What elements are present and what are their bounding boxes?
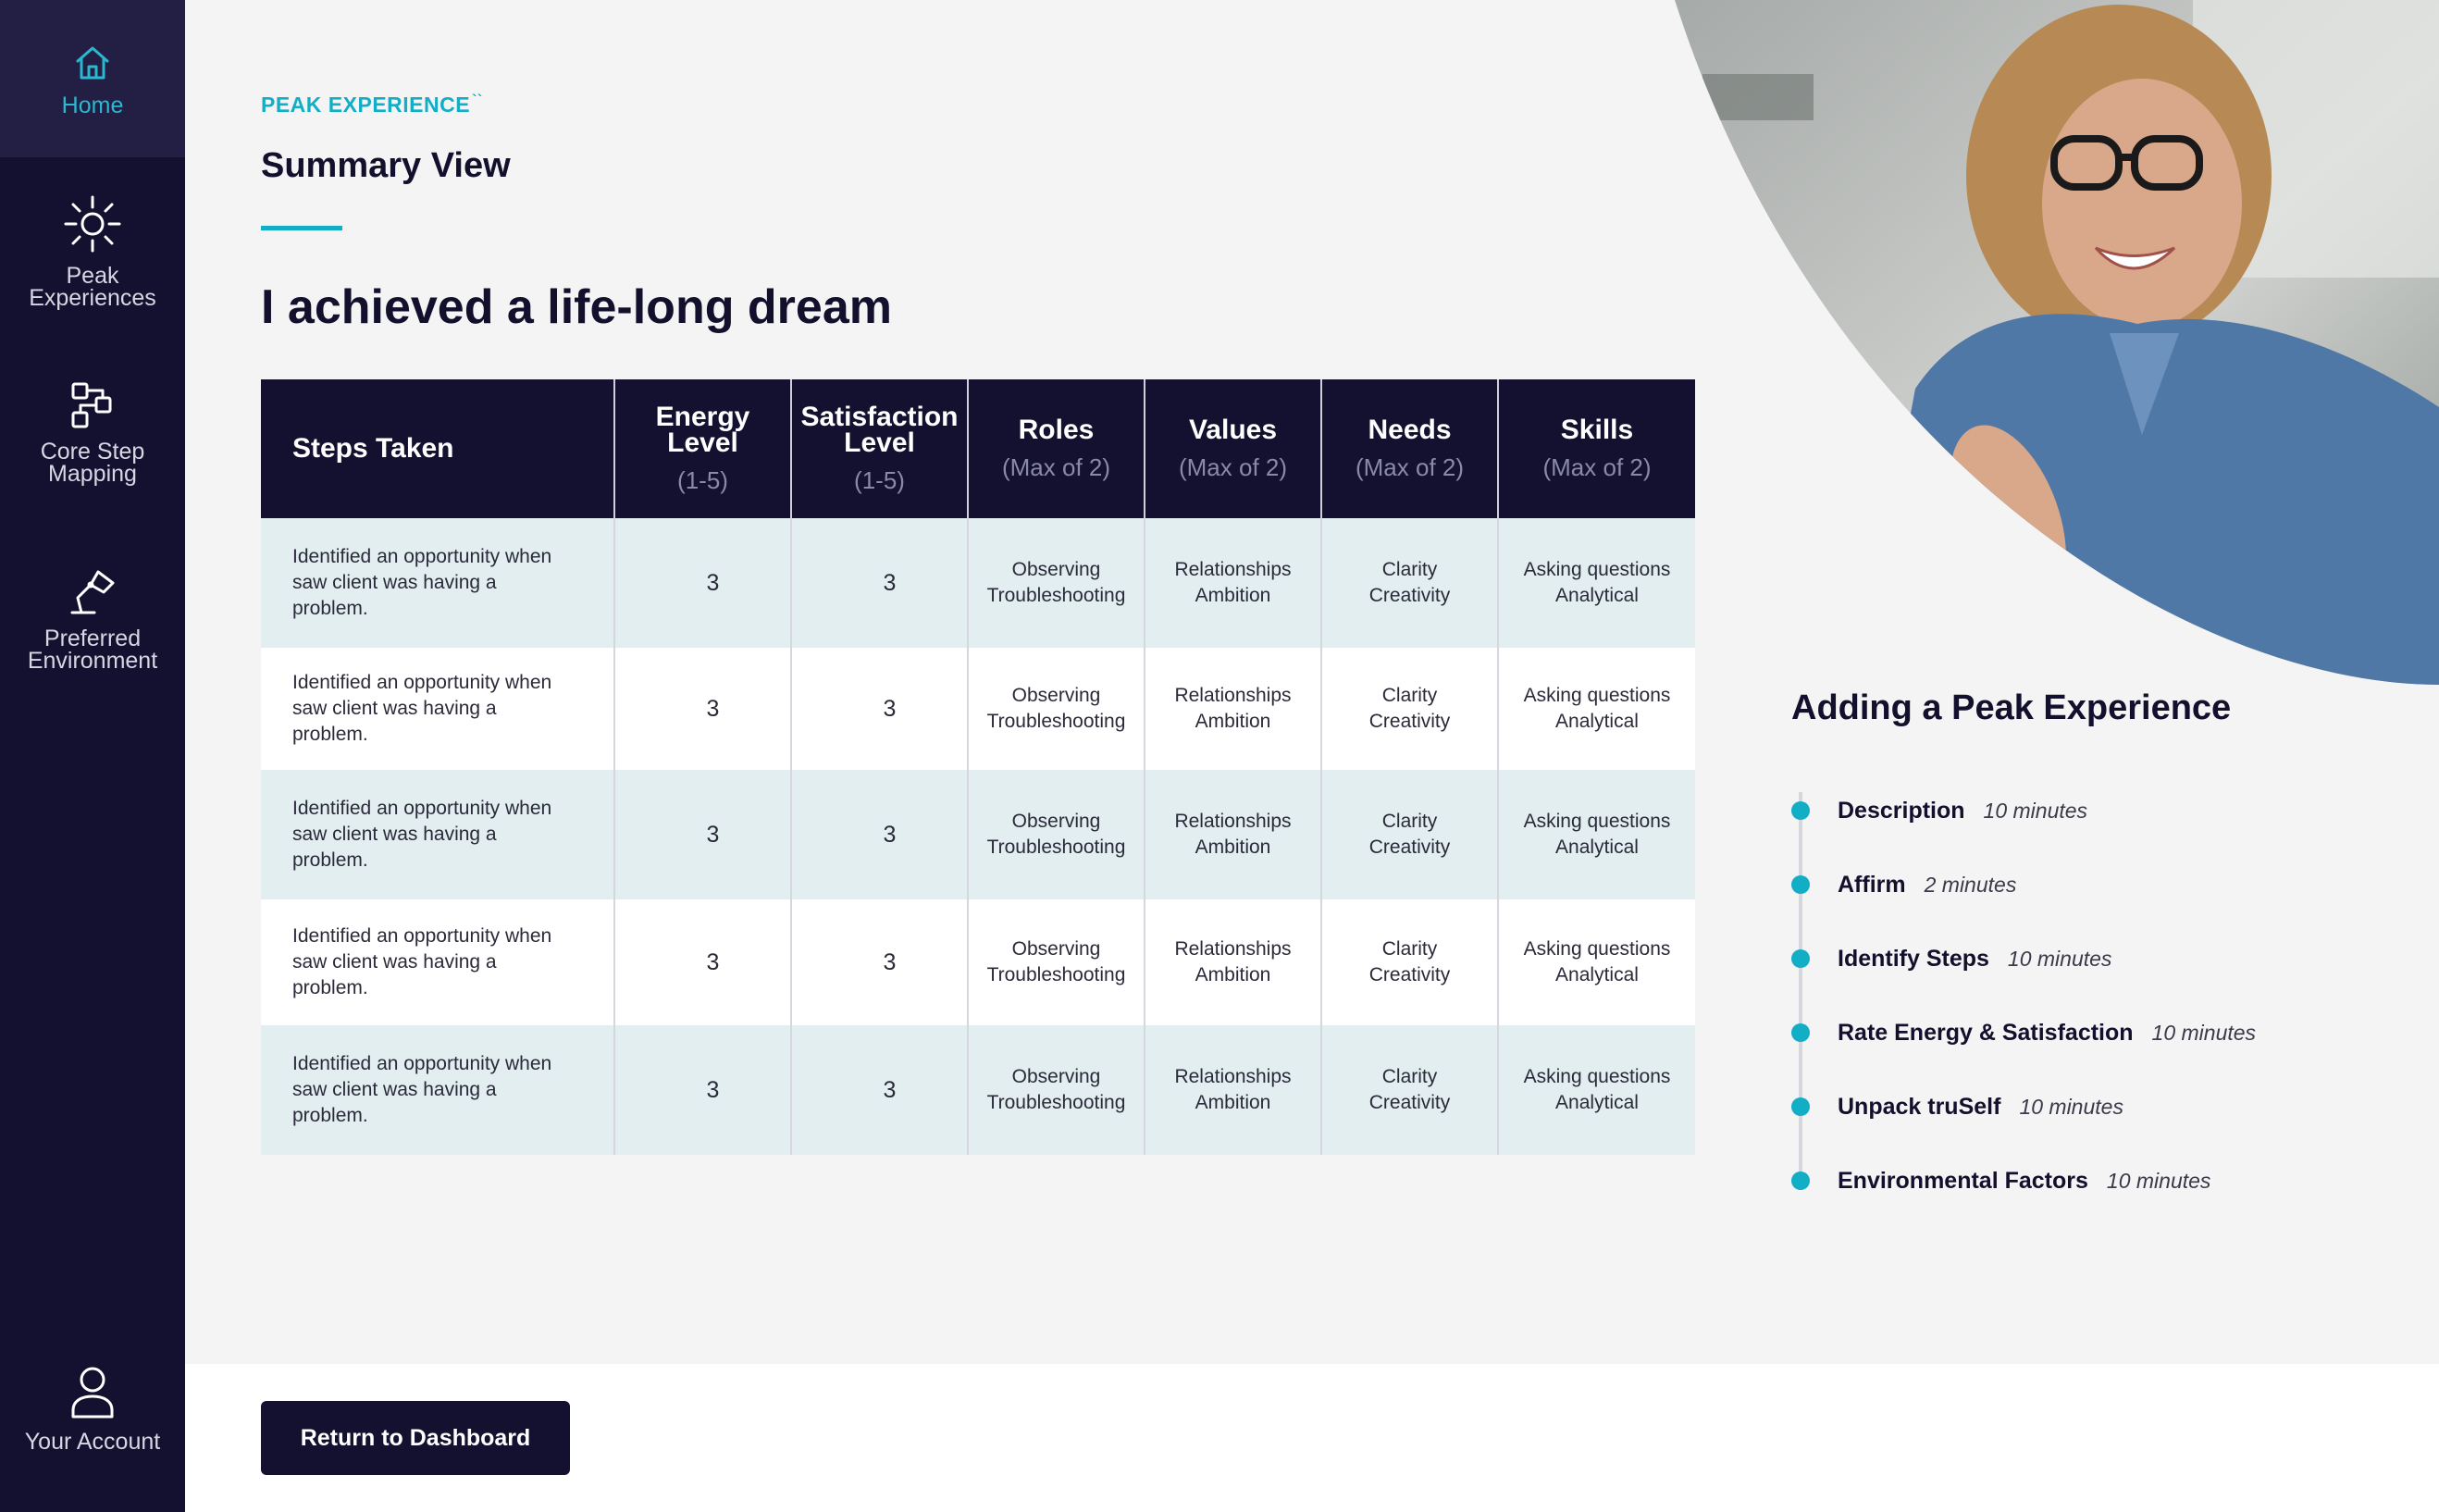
cell-needs: Clarity Creativity [1321, 770, 1498, 899]
step-duration: 10 minutes [2106, 1168, 2211, 1193]
table-row [261, 518, 1695, 648]
step-dot [1791, 875, 1810, 894]
cell-roles: Observing Troubleshooting [968, 518, 1145, 648]
cell-needs: Clarity Creativity [1321, 1025, 1498, 1155]
step-name: Rate Energy & Satisfaction [1838, 1019, 2134, 1046]
sidebar-item-label: Peak Experiences [29, 263, 156, 311]
summary-table [261, 379, 1695, 1155]
step-duration: 10 minutes [1983, 798, 2088, 823]
sidebar-item-peak-experiences[interactable] [0, 194, 185, 324]
cell-satisfaction: 3 [791, 518, 968, 648]
table-row [261, 770, 1695, 899]
cell-satisfaction: 3 [791, 1025, 968, 1155]
column-header-satisfaction: Satisfaction Level (1-5) [791, 379, 968, 518]
cell-needs: Clarity Creativity [1321, 899, 1498, 1025]
cell-roles: Observing Troubleshooting [968, 648, 1145, 770]
column-header-needs: Needs (Max of 2) [1321, 379, 1498, 518]
experience-headline: I achieved a life-long dream [261, 280, 892, 334]
sidebar-item-your-account[interactable] [0, 1366, 185, 1495]
sidebar [0, 0, 185, 1512]
cell-step: Identified an opportunity when saw client was having a problem. [261, 899, 614, 1025]
process-step [1791, 1088, 2123, 1125]
title-underline [261, 226, 342, 230]
process-step [1791, 792, 2087, 829]
eyebrow-text: PEAK EXPERIENCE [261, 93, 471, 117]
cell-values: Relationships Ambition [1145, 648, 1321, 770]
cell-roles: Observing Troubleshooting [968, 1025, 1145, 1155]
step-dot [1791, 1023, 1810, 1042]
step-dot [1791, 1097, 1810, 1116]
column-header-roles: Roles (Max of 2) [968, 379, 1145, 518]
process-step [1791, 940, 2111, 977]
cell-step: Identified an opportunity when saw client was having a problem. [261, 770, 614, 899]
cell-skills: Asking questions Analytical [1498, 648, 1695, 770]
process-step [1791, 1162, 2210, 1199]
cell-needs: Clarity Creativity [1321, 518, 1498, 648]
cell-energy: 3 [614, 899, 791, 1025]
cell-needs: Clarity Creativity [1321, 648, 1498, 770]
cell-satisfaction: 3 [791, 648, 968, 770]
page-title: Summary View [261, 146, 511, 185]
cell-energy: 3 [614, 648, 791, 770]
cell-values: Relationships Ambition [1145, 518, 1321, 648]
cell-energy: 3 [614, 518, 791, 648]
step-dot [1791, 1171, 1810, 1190]
step-name: Identify Steps [1838, 945, 1989, 972]
sidebar-item-core-step-mapping[interactable] [0, 381, 185, 511]
step-dot [1791, 949, 1810, 968]
cell-roles: Observing Troubleshooting [968, 770, 1145, 899]
process-step [1791, 1014, 2256, 1051]
cell-step: Identified an opportunity when saw client was having a problem. [261, 648, 614, 770]
cell-satisfaction: 3 [791, 770, 968, 899]
sidebar-item-label: Your Account [24, 1429, 161, 1455]
sidebar-item-home[interactable] [0, 0, 185, 157]
hero-photo [1675, 0, 2439, 685]
panel-title: Adding a Peak Experience [1791, 688, 2232, 727]
cell-roles: Observing Troubleshooting [968, 899, 1145, 1025]
sun-icon [63, 194, 122, 254]
step-name: Unpack truSelf [1838, 1093, 2001, 1120]
cell-step: Identified an opportunity when saw client was having a problem. [261, 518, 614, 648]
cell-satisfaction: 3 [791, 899, 968, 1025]
table-row [261, 1025, 1695, 1155]
step-dot [1791, 801, 1810, 820]
step-name: Environmental Factors [1838, 1167, 2088, 1194]
cell-skills: Asking questions Analytical [1498, 1025, 1695, 1155]
cell-energy: 3 [614, 770, 791, 899]
sidebar-item-label: Core Step Mapping [40, 439, 145, 487]
step-name: Description [1838, 797, 1965, 824]
step-duration: 2 minutes [1924, 872, 2017, 897]
cell-values: Relationships Ambition [1145, 1025, 1321, 1155]
eyebrow-label [261, 93, 483, 118]
sidebar-item-preferred-environment[interactable] [0, 566, 185, 696]
cell-step: Identified an opportunity when saw client was having a problem. [261, 1025, 614, 1155]
cell-skills: Asking questions Analytical [1498, 518, 1695, 648]
flow-icon [70, 381, 115, 429]
sidebar-item-label: Home [61, 93, 124, 118]
cell-skills: Asking questions Analytical [1498, 770, 1695, 899]
step-duration: 10 minutes [2007, 946, 2112, 971]
step-name: Affirm [1838, 871, 1906, 898]
step-duration: 10 minutes [2019, 1094, 2123, 1119]
step-duration: 10 minutes [2151, 1020, 2257, 1045]
cell-values: Relationships Ambition [1145, 899, 1321, 1025]
process-step [1791, 866, 2016, 903]
column-header-values: Values (Max of 2) [1145, 379, 1321, 518]
eyebrow-mark: `` [472, 93, 483, 108]
table-header-row [261, 379, 1695, 518]
cell-energy: 3 [614, 1025, 791, 1155]
table-row [261, 899, 1695, 1025]
cell-skills: Asking questions Analytical [1498, 899, 1695, 1025]
return-to-dashboard-button[interactable]: Return to Dashboard [261, 1401, 570, 1475]
column-header-steps: Steps Taken [261, 379, 614, 518]
cell-values: Relationships Ambition [1145, 770, 1321, 899]
user-icon [70, 1366, 115, 1419]
table-row [261, 648, 1695, 770]
column-header-energy: Energy Level (1-5) [614, 379, 791, 518]
column-header-skills: Skills (Max of 2) [1498, 379, 1695, 518]
sidebar-item-label: Preferred Environment [27, 626, 158, 674]
home-icon [72, 43, 113, 83]
desk-lamp-icon [67, 566, 118, 616]
